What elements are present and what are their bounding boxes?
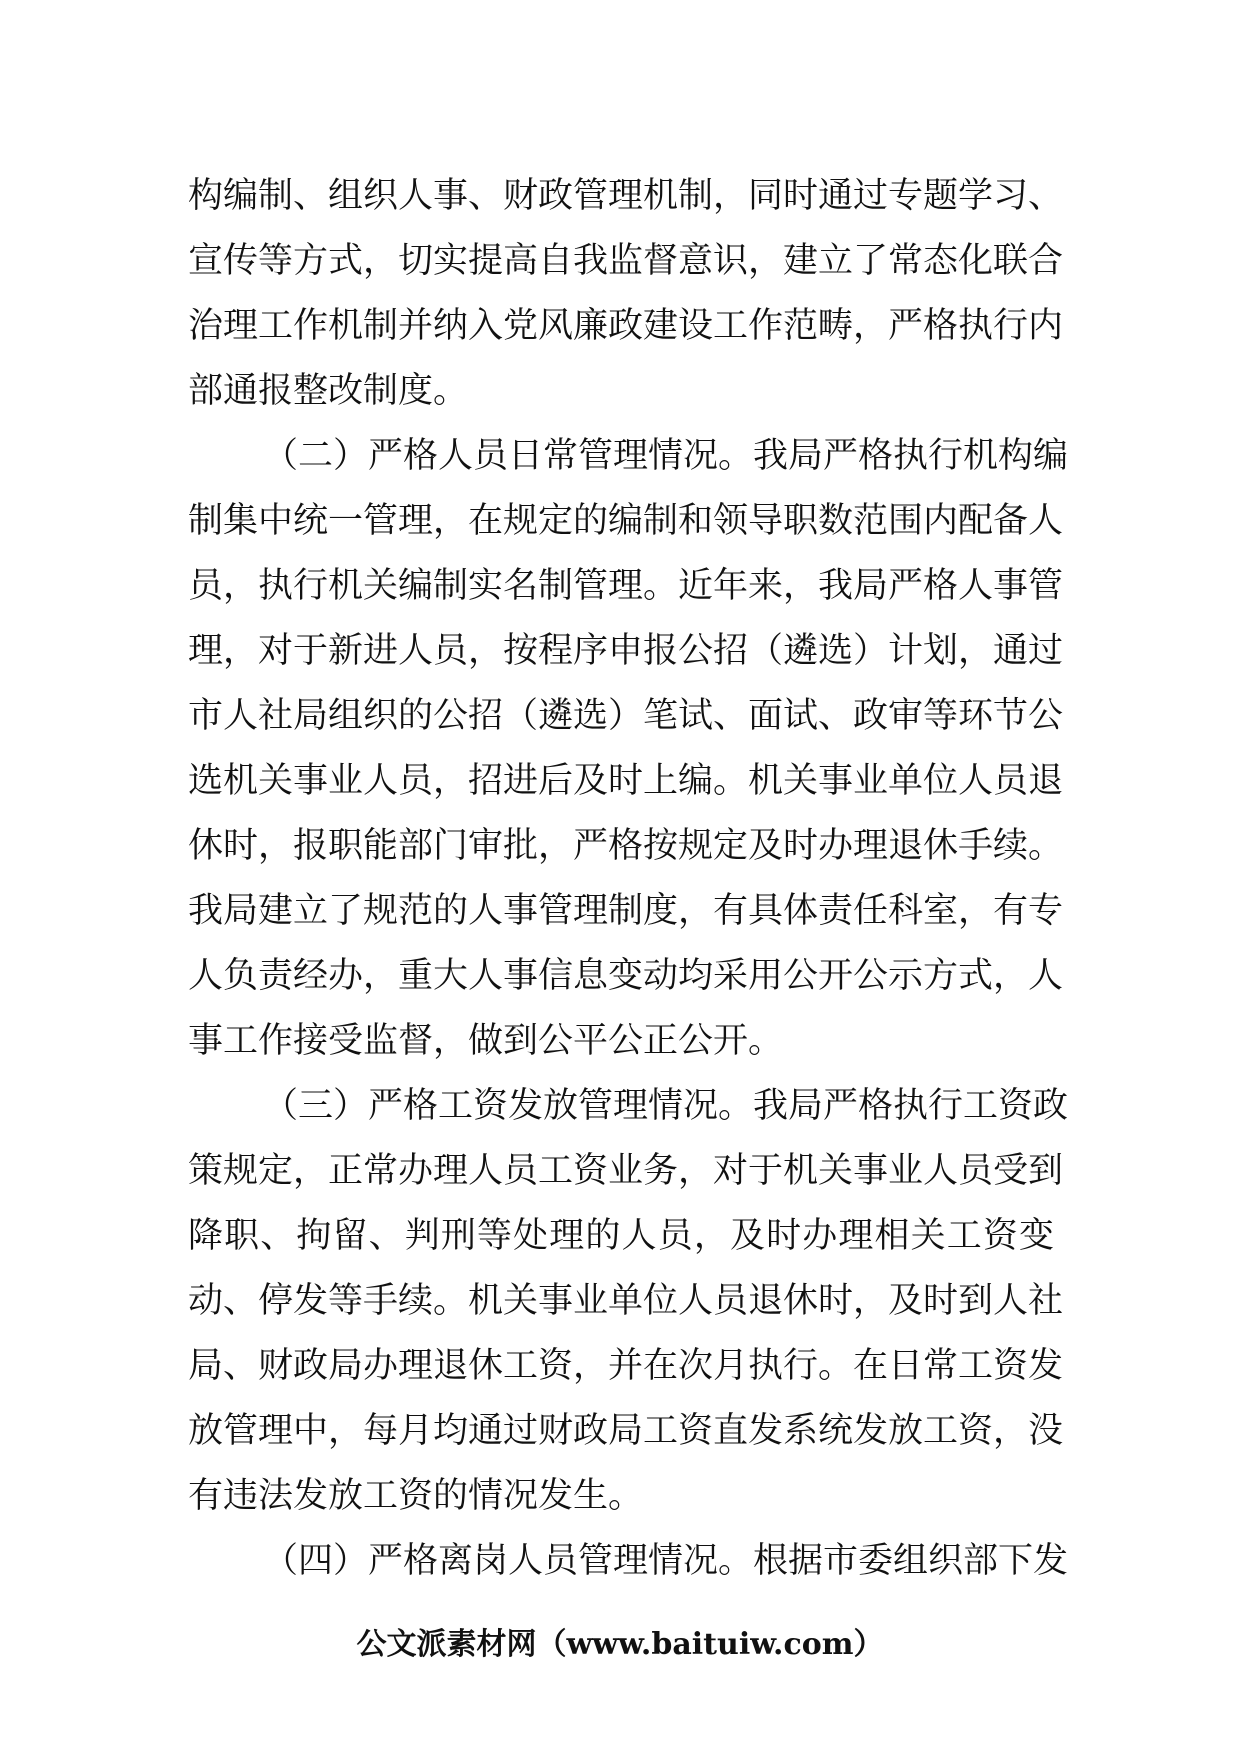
text-line: 我局建立了规范的人事管理制度，有具体责任科室，有专	[188, 891, 1064, 931]
text-line: 降职、拘留、判刑等处理的人员，及时办理相关工资变	[188, 1216, 1054, 1256]
text-line: 选机关事业人员，招进后及时上编。机关事业单位人员退	[188, 761, 1064, 801]
text-line: 宣传等方式，切实提高自我监督意识，建立了常态化联合	[188, 241, 1064, 281]
text-line: 市人社局组织的公招（遴选）笔试、面试、政审等环节公	[188, 696, 1064, 736]
text-line: 动、停发等手续。机关事业单位人员退休时，及时到人社	[188, 1281, 1064, 1321]
text-line: （四）严格离岗人员管理情况。根据市委组织部下发	[263, 1541, 1069, 1581]
text-line: 制集中统一管理，在规定的编制和领导职数范围内配备人	[188, 501, 1064, 541]
text-line: 事工作接受监督，做到公平公正公开。	[188, 1021, 784, 1061]
text-line: 员，执行机关编制实名制管理。近年来，我局严格人事管	[188, 566, 1064, 606]
text-line: （三）严格工资发放管理情况。我局严格执行工资政	[263, 1086, 1069, 1126]
text-line: 局、财政局办理退休工资，并在次月执行。在日常工资发	[188, 1346, 1064, 1386]
text-line: 策规定，正常办理人员工资业务，对于机关事业人员受到	[188, 1151, 1064, 1191]
text-line: 构编制、组织人事、财政管理机制，同时通过专题学习、	[188, 176, 1064, 216]
footer-watermark: 公文派素材网（www.baituiw.com）	[356, 1627, 884, 1662]
paragraph	[188, 424, 1069, 1074]
paragraph	[188, 164, 1064, 424]
text-line: 理，对于新进人员，按程序申报公招（遴选）计划，通过	[188, 631, 1064, 671]
text-line: 人负责经办，重大人事信息变动均采用公开公示方式，人	[188, 956, 1064, 996]
text-line: 治理工作机制并纳入党风廉政建设工作范畴，严格执行内	[188, 306, 1064, 346]
paragraph	[188, 1074, 1069, 1529]
text-line: （二）严格人员日常管理情况。我局严格执行机构编	[263, 436, 1069, 476]
text-line: 有违法发放工资的情况发生。	[188, 1476, 644, 1516]
text-line: 休时，报职能部门审批，严格按规定及时办理退休手续。	[188, 826, 1064, 866]
text-line: 部通报整改制度。	[188, 371, 469, 411]
paragraph	[188, 1529, 1069, 1594]
text-line: 放管理中，每月均通过财政局工资直发系统发放工资，没	[188, 1411, 1064, 1451]
document-body	[188, 164, 1069, 1594]
